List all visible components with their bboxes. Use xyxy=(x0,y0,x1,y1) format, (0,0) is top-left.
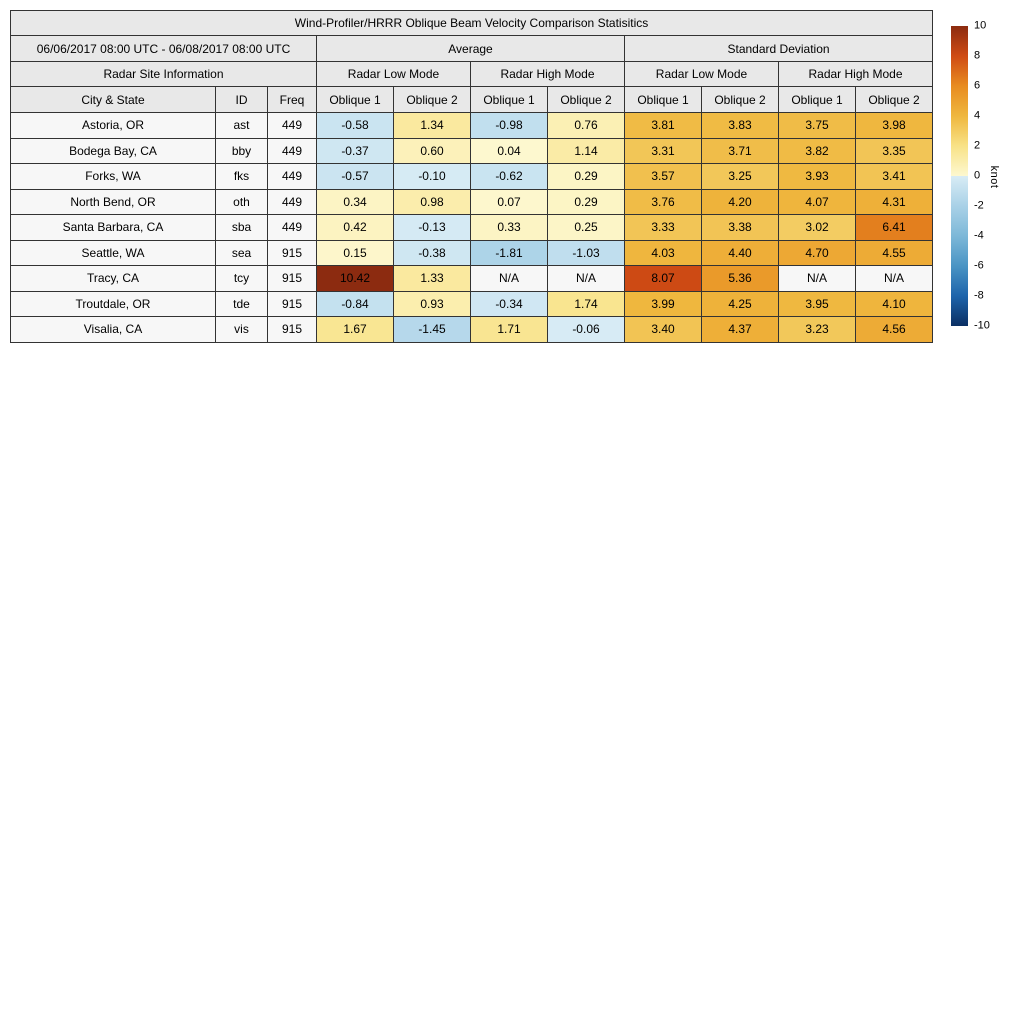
city-cell: North Bend, OR xyxy=(11,189,216,215)
city-cell: Tracy, CA xyxy=(11,266,216,292)
value-cell: N/A xyxy=(548,266,625,292)
colorbar-tick-label: -10 xyxy=(974,319,990,332)
col-header-oblique1: Oblique 1 xyxy=(625,87,702,113)
value-cell: 0.76 xyxy=(548,113,625,139)
value-cell: 0.25 xyxy=(548,215,625,241)
value-cell: 1.14 xyxy=(548,138,625,164)
value-cell: 4.25 xyxy=(702,291,779,317)
col-header-oblique2: Oblique 2 xyxy=(856,87,933,113)
std-high-mode-header: Radar High Mode xyxy=(779,62,933,87)
value-cell: -0.34 xyxy=(471,291,548,317)
value-cell: 0.42 xyxy=(317,215,394,241)
stats-table-figure xyxy=(10,10,933,343)
value-cell: -1.45 xyxy=(394,317,471,343)
average-group-header: Average xyxy=(317,36,625,62)
value-cell: 0.04 xyxy=(471,138,548,164)
table-row xyxy=(11,189,933,215)
value-cell: 3.33 xyxy=(625,215,702,241)
table-row xyxy=(11,266,933,292)
value-cell: N/A xyxy=(856,266,933,292)
table-title: Wind-Profiler/HRRR Oblique Beam Velocity Comparison Statisitics xyxy=(11,11,933,36)
value-cell: 4.55 xyxy=(856,240,933,266)
value-cell: 3.82 xyxy=(779,138,856,164)
value-cell: 0.60 xyxy=(394,138,471,164)
value-cell: 3.93 xyxy=(779,164,856,190)
colorbar-tick-label: 0 xyxy=(974,169,981,182)
id-cell: tde xyxy=(216,291,268,317)
value-cell: 3.71 xyxy=(702,138,779,164)
value-cell: -1.03 xyxy=(548,240,625,266)
value-cell: 1.67 xyxy=(317,317,394,343)
value-cell: 0.93 xyxy=(394,291,471,317)
id-cell: vis xyxy=(216,317,268,343)
colorbar-gradient xyxy=(951,26,968,326)
colorbar-tick-label: -4 xyxy=(974,229,984,242)
freq-cell: 915 xyxy=(268,291,317,317)
col-header-oblique2: Oblique 2 xyxy=(548,87,625,113)
value-cell: 3.75 xyxy=(779,113,856,139)
value-cell: 0.29 xyxy=(548,164,625,190)
col-header-city: City & State xyxy=(11,87,216,113)
avg-low-mode-header: Radar Low Mode xyxy=(317,62,471,87)
value-cell: N/A xyxy=(779,266,856,292)
value-cell: 3.76 xyxy=(625,189,702,215)
table-row xyxy=(11,164,933,190)
city-cell: Bodega Bay, CA xyxy=(11,138,216,164)
value-cell: 1.71 xyxy=(471,317,548,343)
value-cell: 1.74 xyxy=(548,291,625,317)
freq-cell: 915 xyxy=(268,266,317,292)
value-cell: 3.31 xyxy=(625,138,702,164)
colorbar-tick-label: -8 xyxy=(974,289,984,302)
city-cell: Santa Barbara, CA xyxy=(11,215,216,241)
id-cell: sea xyxy=(216,240,268,266)
value-cell: 4.40 xyxy=(702,240,779,266)
value-cell: -0.84 xyxy=(317,291,394,317)
id-cell: tcy xyxy=(216,266,268,292)
value-cell: N/A xyxy=(471,266,548,292)
city-cell: Astoria, OR xyxy=(11,113,216,139)
value-cell: 3.38 xyxy=(702,215,779,241)
colorbar-unit-label: knot xyxy=(988,165,1000,189)
std-low-mode-header: Radar Low Mode xyxy=(625,62,779,87)
col-header-oblique1: Oblique 1 xyxy=(471,87,548,113)
value-cell: -0.58 xyxy=(317,113,394,139)
value-cell: 3.99 xyxy=(625,291,702,317)
value-cell: 0.07 xyxy=(471,189,548,215)
value-cell: 4.31 xyxy=(856,189,933,215)
colorbar-tick-label: 6 xyxy=(974,79,981,92)
id-cell: oth xyxy=(216,189,268,215)
value-cell: 4.03 xyxy=(625,240,702,266)
value-cell: 3.95 xyxy=(779,291,856,317)
value-cell: 4.07 xyxy=(779,189,856,215)
freq-cell: 915 xyxy=(268,317,317,343)
freq-cell: 449 xyxy=(268,138,317,164)
value-cell: 0.15 xyxy=(317,240,394,266)
city-cell: Seattle, WA xyxy=(11,240,216,266)
value-cell: 3.35 xyxy=(856,138,933,164)
value-cell: 8.07 xyxy=(625,266,702,292)
col-header-freq: Freq xyxy=(268,87,317,113)
col-header-oblique1: Oblique 1 xyxy=(779,87,856,113)
table-body xyxy=(11,113,933,343)
value-cell: -0.57 xyxy=(317,164,394,190)
value-cell: 0.98 xyxy=(394,189,471,215)
value-cell: 1.33 xyxy=(394,266,471,292)
col-header-oblique1: Oblique 1 xyxy=(317,87,394,113)
col-header-oblique2: Oblique 2 xyxy=(702,87,779,113)
value-cell: 3.57 xyxy=(625,164,702,190)
value-cell: 1.34 xyxy=(394,113,471,139)
value-cell: 0.33 xyxy=(471,215,548,241)
avg-high-mode-header: Radar High Mode xyxy=(471,62,625,87)
value-cell: 3.40 xyxy=(625,317,702,343)
table-row xyxy=(11,113,933,139)
value-cell: 0.29 xyxy=(548,189,625,215)
value-cell: 6.41 xyxy=(856,215,933,241)
value-cell: 5.36 xyxy=(702,266,779,292)
table-row xyxy=(11,215,933,241)
table-row xyxy=(11,240,933,266)
col-header-oblique2: Oblique 2 xyxy=(394,87,471,113)
colorbar xyxy=(951,19,1021,332)
id-cell: sba xyxy=(216,215,268,241)
value-cell: -0.10 xyxy=(394,164,471,190)
value-cell: 4.70 xyxy=(779,240,856,266)
colorbar-tick-label: 4 xyxy=(974,109,981,122)
city-cell: Troutdale, OR xyxy=(11,291,216,317)
freq-cell: 449 xyxy=(268,189,317,215)
freq-cell: 449 xyxy=(268,113,317,139)
table-row xyxy=(11,138,933,164)
id-cell: bby xyxy=(216,138,268,164)
colorbar-tick-label: -2 xyxy=(974,199,984,212)
value-cell: 4.20 xyxy=(702,189,779,215)
colorbar-tick-label: -6 xyxy=(974,259,984,272)
value-cell: -0.38 xyxy=(394,240,471,266)
std-deviation-group-header: Standard Deviation xyxy=(625,36,933,62)
value-cell: -0.06 xyxy=(548,317,625,343)
site-info-header: Radar Site Information xyxy=(11,62,317,87)
value-cell: 10.42 xyxy=(317,266,394,292)
value-cell: 0.34 xyxy=(317,189,394,215)
value-cell: 3.98 xyxy=(856,113,933,139)
freq-cell: 449 xyxy=(268,215,317,241)
city-cell: Visalia, CA xyxy=(11,317,216,343)
stats-table xyxy=(10,10,933,343)
value-cell: 4.56 xyxy=(856,317,933,343)
id-cell: fks xyxy=(216,164,268,190)
colorbar-tick-label: 10 xyxy=(974,19,987,32)
value-cell: 4.10 xyxy=(856,291,933,317)
value-cell: 3.23 xyxy=(779,317,856,343)
value-cell: -1.81 xyxy=(471,240,548,266)
value-cell: 3.83 xyxy=(702,113,779,139)
value-cell: 3.81 xyxy=(625,113,702,139)
colorbar-tick-label: 2 xyxy=(974,139,981,152)
freq-cell: 915 xyxy=(268,240,317,266)
value-cell: 3.41 xyxy=(856,164,933,190)
value-cell: 3.02 xyxy=(779,215,856,241)
freq-cell: 449 xyxy=(268,164,317,190)
value-cell: 3.25 xyxy=(702,164,779,190)
value-cell: -0.13 xyxy=(394,215,471,241)
table-row xyxy=(11,291,933,317)
col-header-id: ID xyxy=(216,87,268,113)
colorbar-tick-label: 8 xyxy=(974,49,981,62)
city-cell: Forks, WA xyxy=(11,164,216,190)
value-cell: -0.98 xyxy=(471,113,548,139)
id-cell: ast xyxy=(216,113,268,139)
table-row xyxy=(11,317,933,343)
value-cell: -0.62 xyxy=(471,164,548,190)
value-cell: 4.37 xyxy=(702,317,779,343)
value-cell: -0.37 xyxy=(317,138,394,164)
date-range-cell: 06/06/2017 08:00 UTC - 06/08/2017 08:00 UTC xyxy=(11,36,317,62)
